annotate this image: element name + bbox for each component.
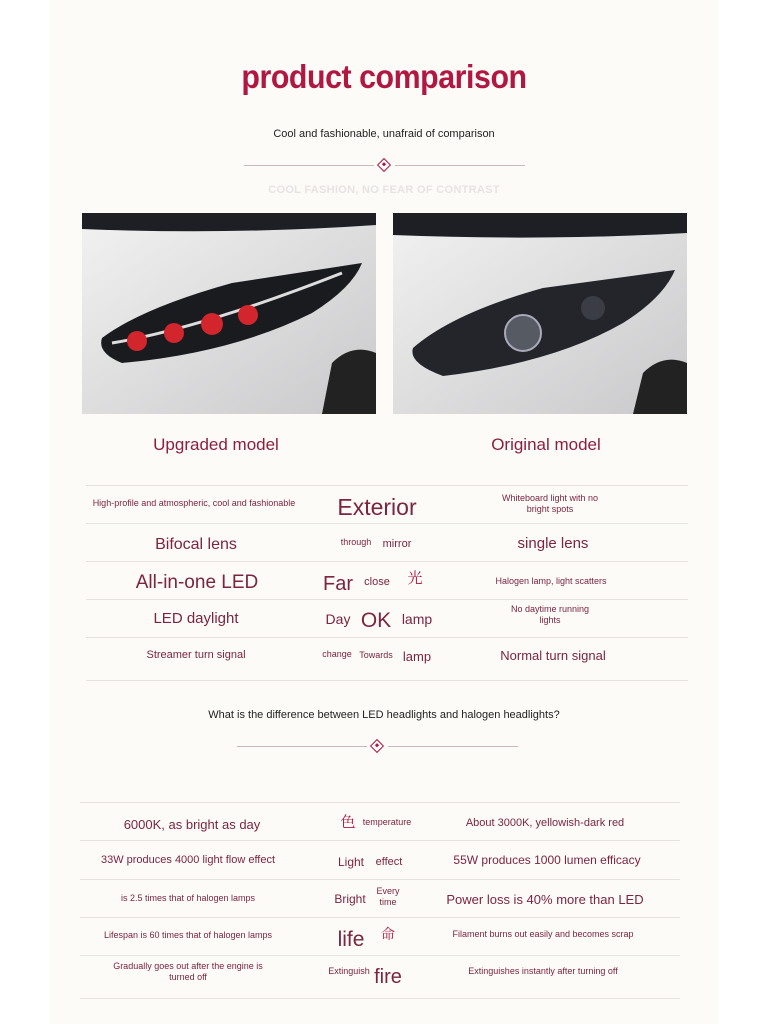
- upgraded-model-label: Upgraded model: [153, 435, 279, 454]
- table-cell-mid: 命: [381, 926, 395, 942]
- table-cell-left: Lifespan is 60 times that of halogen lamps: [103, 930, 273, 940]
- table-cell-mid: 色: [340, 814, 356, 831]
- table-cell-mid: Extinguish: [328, 966, 370, 976]
- page-subtitle: Cool and fashionable, unafraid of comparison: [273, 128, 495, 140]
- row-divider: [80, 840, 680, 841]
- row-divider: [86, 637, 688, 638]
- table-cell-mid: Light: [337, 855, 365, 869]
- row-divider: [86, 599, 688, 600]
- table-cell-right: Normal turn signal: [500, 648, 606, 663]
- table-cell-mid: OK: [360, 609, 392, 632]
- table-cell-mid: life: [337, 928, 365, 951]
- table-cell-left: High-profile and atmospheric, cool and fashionable: [92, 498, 296, 508]
- table-cell-right: Filament burns out easily and becomes scrap: [452, 929, 634, 939]
- row-divider: [80, 998, 680, 999]
- table-cell-mid: change: [322, 649, 352, 659]
- table-cell-left: 6000K, as bright as day: [123, 817, 261, 832]
- table-cell-mid: lamp: [402, 649, 432, 664]
- divider: [244, 165, 374, 166]
- table-cell-right: About 3000K, yellowish-dark red: [465, 817, 625, 829]
- original-headlight-photo: [393, 213, 687, 414]
- table-cell-left: Bifocal lens: [155, 536, 237, 553]
- table-cell-left: Streamer turn signal: [146, 649, 246, 661]
- table-cell-right: Halogen lamp, light scatters: [495, 576, 607, 586]
- table-cell-left: is 2.5 times that of halogen lamps: [120, 893, 256, 903]
- row-divider: [80, 917, 680, 918]
- table-cell-right: Extinguishes instantly after turning off: [468, 966, 618, 976]
- table-cell-mid: close: [364, 576, 390, 588]
- table-cell-mid: 光: [407, 570, 423, 587]
- table-cell-mid: temperature: [362, 817, 412, 827]
- table-cell-right: 55W produces 1000 lumen efficacy: [453, 853, 641, 867]
- row-divider: [86, 485, 688, 486]
- row-divider: [86, 523, 688, 524]
- divider: [395, 165, 525, 166]
- section-question: What is the difference between LED headlights and halogen headlights?: [208, 709, 560, 721]
- table-cell-mid: Every time: [376, 886, 400, 907]
- row-divider: [80, 802, 680, 803]
- table-cell-right: No daytime running lights: [510, 604, 590, 625]
- table-cell-mid: fire: [374, 966, 402, 988]
- table-cell-mid: through: [340, 537, 372, 547]
- table-cell-mid: Far: [323, 573, 353, 595]
- table-cell-left: LED daylight: [153, 610, 239, 627]
- table-cell-left: Gradually goes out after the engine is turned off: [113, 961, 263, 982]
- page-title: product comparison: [241, 58, 527, 95]
- table-cell-mid: Bright: [334, 892, 366, 906]
- table-cell-mid: lamp: [401, 611, 433, 627]
- divider: [237, 746, 367, 747]
- row-divider: [86, 561, 688, 562]
- table-cell-mid: Day: [325, 611, 351, 627]
- table-cell-mid: effect: [375, 856, 403, 868]
- ghost-caption: COOL FASHION, NO FEAR OF CONTRAST: [268, 184, 500, 196]
- table-cell-mid: Exterior: [337, 494, 417, 520]
- table-cell-right: single lens: [517, 535, 589, 552]
- table-cell-left: All-in-one LED: [135, 572, 259, 593]
- divider: [388, 746, 518, 747]
- row-divider: [80, 955, 680, 956]
- table-cell-right: Whiteboard light with no bright spots: [501, 493, 599, 514]
- row-divider: [80, 879, 680, 880]
- table-cell-mid: Towards: [359, 650, 393, 660]
- original-model-label: Original model: [491, 435, 601, 454]
- table-cell-left: 33W produces 4000 light flow effect: [100, 854, 276, 866]
- table-cell-right: Power loss is 40% more than LED: [446, 892, 644, 907]
- upgraded-headlight-photo: [82, 213, 376, 414]
- row-divider: [86, 680, 688, 681]
- table-cell-mid: mirror: [382, 538, 412, 550]
